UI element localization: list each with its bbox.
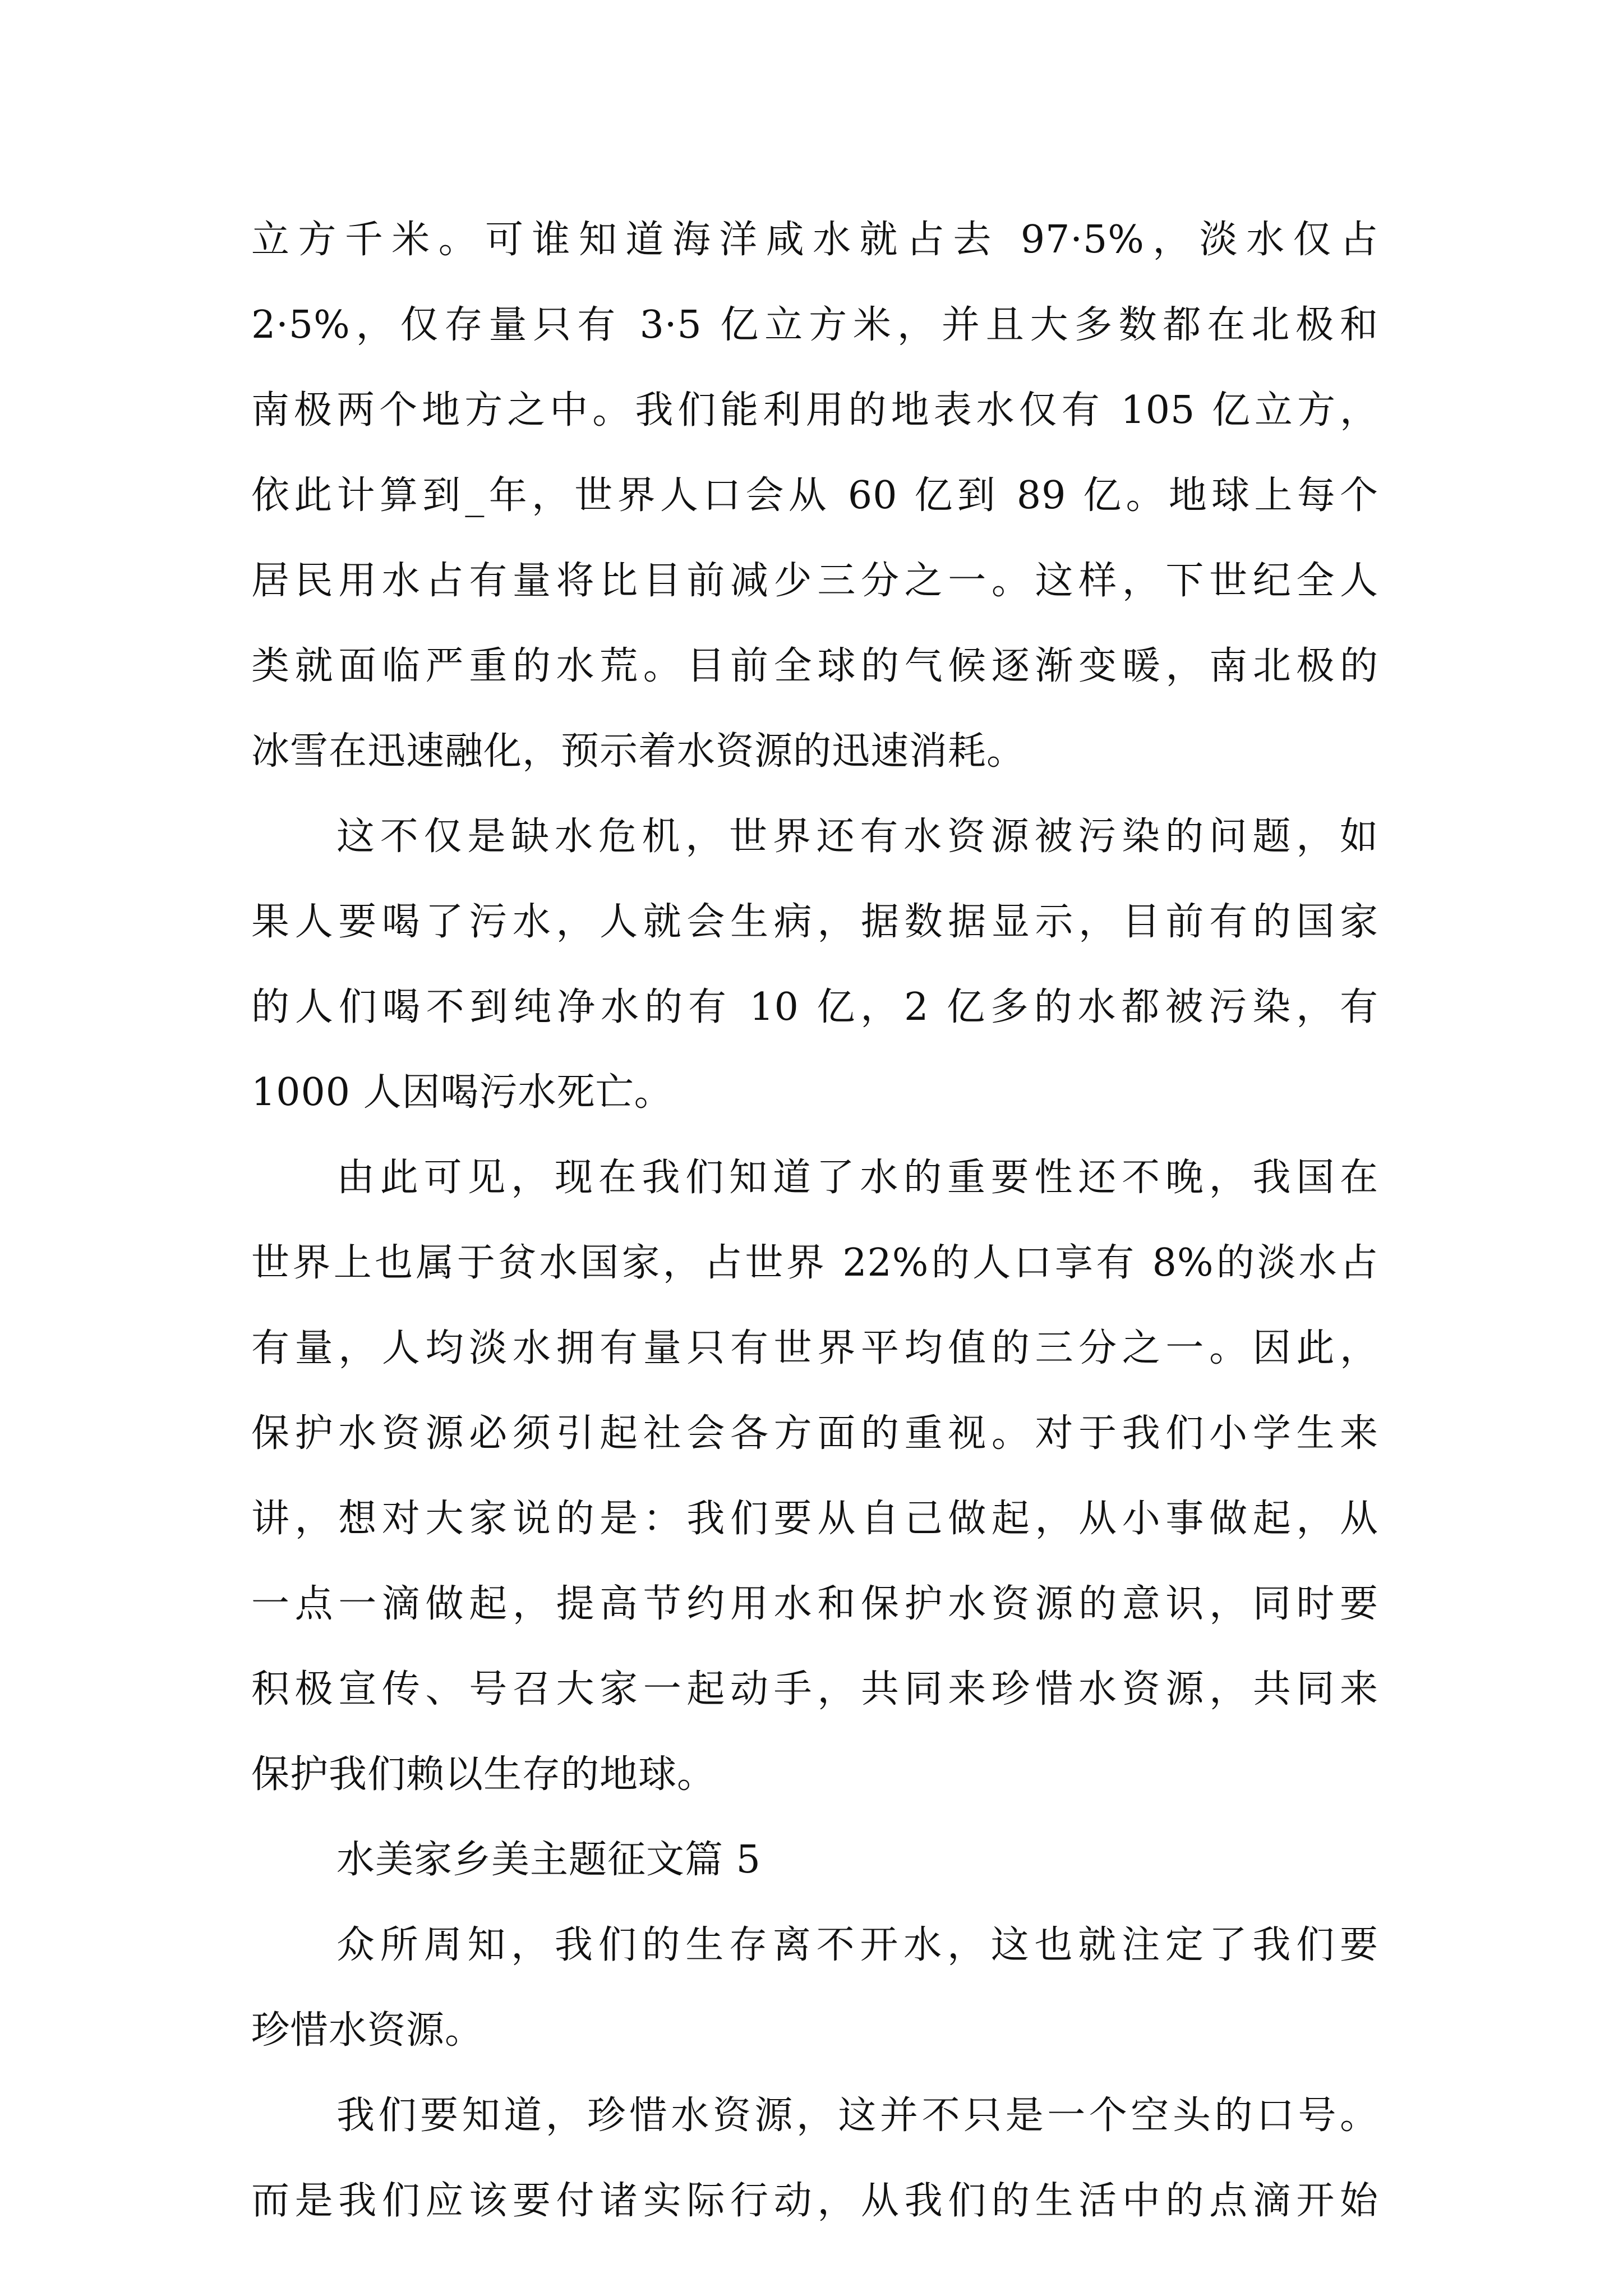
paragraph-line: 冰雪在迅速融化，预示着水资源的迅速消耗。 [251, 729, 1026, 774]
paragraph-line: 有量，人均淡水拥有量只有世界平均值的三分之一。因此， [251, 1326, 1378, 1370]
paragraph-line: 由此可见，现在我们知道了水的重要性还不晚，我国在 [336, 1156, 1378, 1200]
paragraph-line: 讲，想对大家说的是：我们要从自己做起，从小事做起，从 [251, 1497, 1378, 1541]
paragraph-line: 这不仅是缺水危机，世界还有水资源被污染的问题，如 [336, 815, 1378, 859]
paragraph-line: 而是我们应该要付诸实际行动，从我们的生活中的点滴开始 [251, 2179, 1378, 2223]
paragraph-line: 我们要知道，珍惜水资源，这并不只是一个空头的口号。 [336, 2093, 1378, 2138]
paragraph-line: 一点一滴做起，提高节约用水和保护水资源的意识，同时要 [251, 1582, 1378, 1626]
paragraph-line: 立方千米。可谁知道海洋咸水就占去 97·5%，淡水仅占 [251, 218, 1378, 262]
section-heading: 水美家乡美主题征文篇 5 [336, 1838, 761, 1882]
paragraph-line: 南极两个地方之中。我们能利用的地表水仅有 105 亿立方， [251, 388, 1378, 432]
paragraph-line: 居民用水占有量将比目前减少三分之一。这样，下世纪全人 [251, 559, 1378, 603]
paragraph-line: 果人要喝了污水，人就会生病，据数据显示，目前有的国家 [251, 900, 1378, 944]
paragraph-line: 众所周知，我们的生存离不开水，这也就注定了我们要 [336, 1923, 1378, 1967]
paragraph-line: 依此计算到_年，世界人口会从 60 亿到 89 亿。地球上每个 [251, 473, 1378, 518]
paragraph-line: 保护水资源必须引起社会各方面的重视。对于我们小学生来 [251, 1411, 1378, 1456]
paragraph-line: 保护我们赖以生存的地球。 [251, 1752, 716, 1797]
essay-body [251, 197, 1378, 2244]
paragraph-line: 的人们喝不到纯净水的有 10 亿，2 亿多的水都被污染，有 [251, 985, 1378, 1029]
paragraph-line: 积极宣传、号召大家一起动手，共同来珍惜水资源，共同来 [251, 1667, 1378, 1711]
paragraph-line: 类就面临严重的水荒。目前全球的气候逐渐变暖，南北极的 [251, 644, 1378, 688]
paragraph-line: 2·5%，仅存量只有 3·5 亿立方米，并且大多数都在北极和 [251, 303, 1378, 347]
paragraph-line: 世界上也属于贫水国家，占世界 22%的人口享有 8%的淡水占 [251, 1241, 1378, 1285]
paragraph-line: 珍惜水资源。 [251, 2008, 484, 2053]
paragraph-line: 1000 人因喝污水死亡。 [251, 1070, 673, 1115]
